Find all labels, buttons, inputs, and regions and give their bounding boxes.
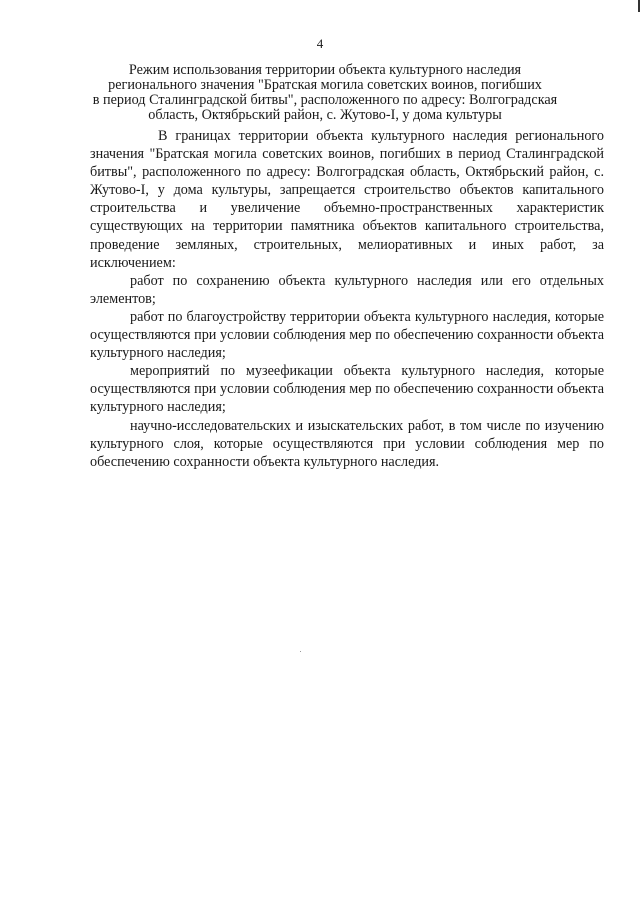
title-line: в период Сталинградской битвы", расположенного по адресу: Волгоградская [92, 92, 558, 108]
page-number: 4 [316, 36, 324, 51]
scan-speck [300, 651, 301, 652]
paragraph-intro: В границах территории объекта культурного наследия регионального значения "Братская могила советских воинов, погибших в период Сталинградской битвы", расположенного по адресу: Волгоградская область, Октябрьский район, с. Жутово-I, у дома культуры, запрещается строительство объектов капитального строительства и увеличение объемно-пространственных характеристик существующих на территории памятника объектов капитального строительства, проведение земляных, строительных, мелиоративных и иных работ, за исключением: [90, 128, 604, 271]
paragraph-exception: работ по сохранению объекта культурного наследия или его отдельных элементов; [90, 272, 604, 307]
paragraph-exception: научно-исследовательских и изыскательских работ, в том числе по изучению культурного слоя, которые осуществляются при условии соблюдения мер по обеспечению сохранности объекта культурного наследия. [90, 417, 604, 470]
title-line: регионального значения "Братская могила советских воинов, погибших [108, 77, 542, 93]
document-body [90, 127, 604, 471]
paragraph-exception: работ по благоустройству территории объекта культурного наследия, которые осуществляются при условии соблюдения мер по обеспечению сохранности объекта культурного наследия; [90, 308, 604, 362]
title-line: Режим использования территории объекта культурного наследия [128, 62, 522, 78]
title-line: область, Октябрьский район, с. Жутово-I, у дома культуры [148, 107, 502, 123]
paragraph-exception: мероприятий по музеефикации объекта культурного наследия, которые осуществляются при условии соблюдения мер по обеспечению сохранности объекта культурного наследия; [90, 363, 604, 416]
document-title [80, 63, 570, 123]
